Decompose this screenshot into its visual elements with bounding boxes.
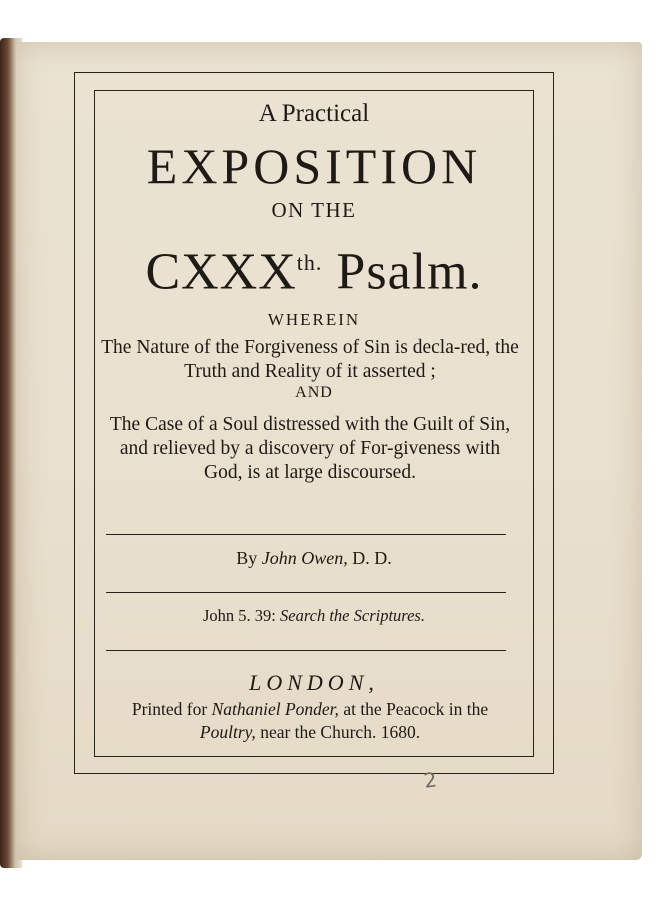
title-line-2: EXPOSITION	[146, 138, 482, 194]
title-line-1: A Practical	[258, 100, 370, 127]
motto-line	[94, 606, 534, 626]
author-line	[94, 548, 534, 569]
title-line-4	[94, 232, 534, 303]
description-part-2: The Case of a Soul distressed with the Guilt of Sin, and relieved by a discovery of For-giveness with God, is at large discoursed.	[109, 414, 511, 483]
title-psalm: Psalm.	[336, 243, 483, 301]
title-line-3: ON THE	[271, 198, 357, 222]
imprint-street: Poultry,	[199, 722, 256, 742]
motto-text: Search the Scriptures.	[280, 606, 425, 625]
author-by: By	[236, 548, 258, 568]
title-ordinal: th.	[296, 250, 323, 275]
imprint-place: LONDON,	[249, 670, 379, 695]
imprint-year: 1680.	[380, 722, 421, 742]
imprint-printer: Nathaniel Ponder,	[211, 699, 339, 719]
author-degree: D. D.	[352, 548, 392, 568]
imprint-line	[100, 698, 520, 744]
pencil-mark: 2	[422, 767, 439, 793]
rule-divider-1	[106, 534, 506, 535]
imprint-near: near the Church.	[260, 722, 377, 742]
title-numeral: CXXX	[145, 243, 297, 301]
rule-divider-3	[106, 650, 506, 651]
wherein-label: WHEREIN	[267, 310, 361, 329]
imprint-printed-for: Printed for	[131, 699, 208, 719]
rule-divider-2	[106, 592, 506, 593]
author-name: John Owen,	[261, 548, 348, 568]
imprint-location: at the Peacock in the	[343, 699, 489, 719]
description-part-1: The Nature of the Forgiveness of Sin is decla-red, the Truth and Reality of it asserted ;	[101, 337, 519, 382]
motto-reference: John 5. 39:	[203, 606, 276, 625]
and-label: AND	[295, 384, 333, 401]
